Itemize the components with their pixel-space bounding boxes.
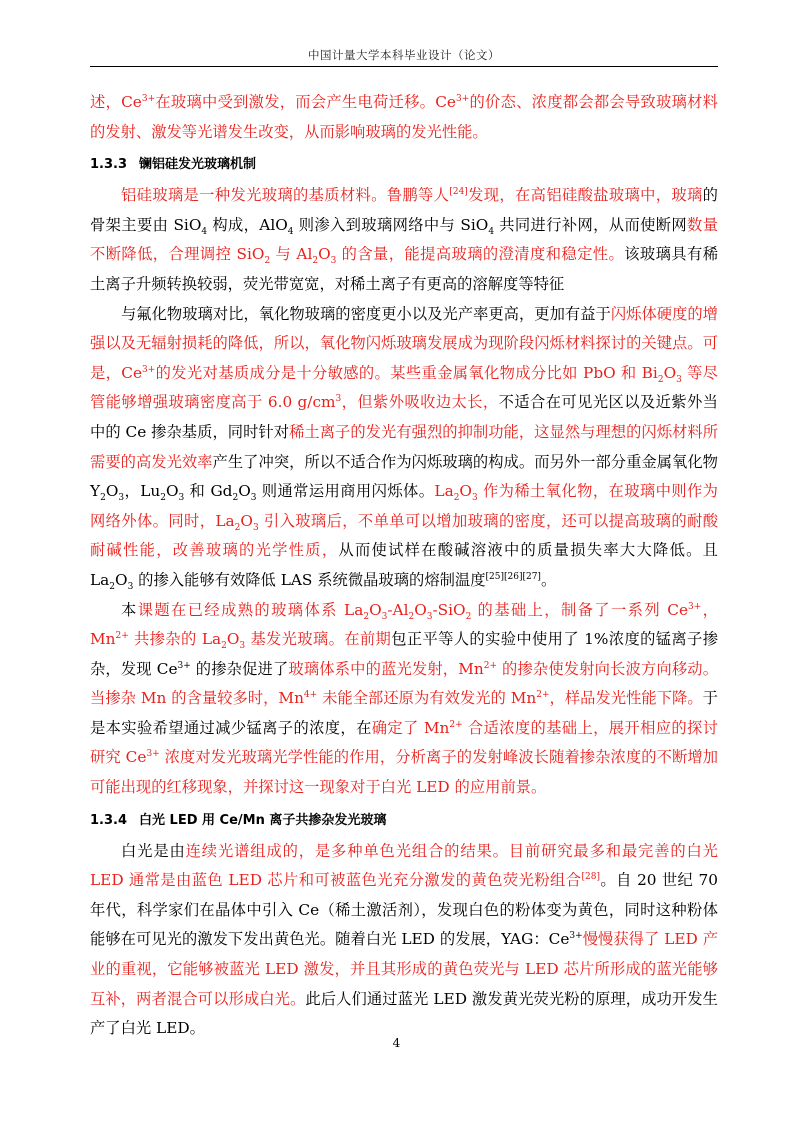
text-span: 玻璃体系中的蓝光发射，Mn	[288, 659, 484, 678]
subscript: 2	[234, 522, 241, 533]
subscript: 2	[160, 493, 166, 504]
subscript: 2	[232, 493, 239, 504]
text-span: 的掺杂使发射向长波方向移动。当掺杂 Mn 的含量较多时，Mn	[90, 659, 719, 708]
text-span: O	[663, 363, 677, 382]
superscript: 2+	[115, 631, 129, 641]
text-span: 未能全部还原为有效发光的 Mn	[317, 689, 537, 708]
subscript: 2	[264, 256, 271, 267]
text-span: 共同进行补网，从而使断网	[494, 215, 688, 234]
subscript: 2	[221, 641, 227, 652]
text-span: O	[105, 482, 119, 501]
subscript: 3	[471, 493, 478, 504]
text-span: 慢慢获得了 LED 产业的重视，它能够被蓝光 LED 激发，并且其形成的黄色荧光与 LED 芯片所形成的蓝光能够互补，两者混合可以形成白光。	[90, 930, 718, 1008]
text-span: 共掺杂的 La	[128, 630, 222, 649]
text-span: 的价态、浓度都会都会导致玻璃材料的发射、激发等光谱发生改变，从而影响玻璃的发光性能。	[90, 93, 718, 141]
subscript: 3	[178, 493, 185, 504]
text-span: 构成，AlO	[207, 215, 288, 234]
text-span: O	[459, 482, 472, 501]
text-span: O	[115, 570, 128, 589]
text-span: -SiO	[432, 600, 466, 619]
subscript: 3	[330, 256, 337, 267]
section-heading-1-3-4	[90, 809, 718, 833]
paragraph-oxide-vs-fluoride	[90, 300, 718, 596]
superscript: 2+	[449, 719, 463, 730]
page-body	[90, 88, 718, 1044]
text-span: ，Mn	[90, 600, 718, 649]
text-span: 此后人们通过蓝光 LED 激发黄光荧光粉的原理，成功开发生产了白光 LED。	[90, 989, 718, 1038]
text-span: 浓度对发光玻璃光学性能的作用，分析离子的发射峰波长随着掺杂浓度的不断增加可能出现的红移现象，并探讨这一现象对于白光 LED 的应用前景。	[90, 748, 718, 797]
text-span: 和 Gd	[184, 482, 233, 501]
text-span: 则通常运用商用闪烁体。	[256, 482, 435, 501]
text-span: 。自 20 世纪 70 年代，科学家们在晶体中引入 Ce（稀土激活剂），发现白色的粉体变为黄色，同时这种粉体能够在可见光的激发下发出黄色光。随着白光 LED 的发展，YAG：Ce	[90, 871, 718, 949]
superscript: 2+	[483, 660, 498, 671]
running-header: 中国计量大学本科毕业设计（论文）	[308, 48, 500, 62]
subscript: 3	[381, 611, 388, 622]
citation: [28]	[581, 872, 600, 883]
text-span: 等尽管能够增强玻璃密度高于 6.0 g/cm	[90, 363, 718, 412]
superscript: 3+	[569, 931, 583, 942]
text-span: 与 Al	[270, 245, 313, 264]
text-span: O	[369, 600, 382, 619]
header-rule	[90, 66, 718, 67]
text-span: La	[434, 482, 454, 501]
text-span: 的骨架主要由 SiO	[90, 186, 718, 234]
paragraph-white-led	[90, 837, 718, 1044]
superscript: 3+	[146, 749, 160, 760]
text-span: 与氟化物玻璃对比，氧化物玻璃的密度更小以及光产率更高，更加有益于	[121, 304, 611, 323]
subscript: 2	[312, 256, 319, 267]
text-span: 闪烁体硬度的增强以及无辐射损耗的降低，所以，氧化物闪烁玻璃发展成为现阶段闪烁材料探讨的关键点。可是，Ce	[90, 304, 718, 382]
subscript: 4	[488, 226, 495, 237]
text-span: 引入玻璃后，不单单可以增加玻璃的密度，还可以提高玻璃的耐酸耐碱性能，改善玻璃的光学性质，	[90, 511, 718, 560]
text-span: 在玻璃中受到激发，而会产生电荷迁移。Ce	[155, 93, 456, 111]
text-span: -Al	[387, 600, 409, 619]
text-span: 从而使试样在酸碱溶液中的质量损失率大大降低。且 La	[90, 541, 718, 589]
subscript: 2	[408, 611, 415, 622]
subscript: 2	[363, 611, 370, 622]
subscript: 2	[465, 611, 472, 622]
text-span: 的发光对基质成分是十分敏感的。某些重金属氧化物成分比如 PbO 和 Bi	[155, 363, 658, 382]
text-span: 包正平等人的实验中使用了 1%浓度的锰离子掺杂，发现 Ce	[90, 630, 718, 678]
page-number: 4	[392, 1036, 401, 1050]
text-span: 发现，在高铝硅酸盐玻璃中，玻璃	[467, 186, 703, 205]
text-span: 述，Ce	[90, 93, 142, 111]
text-span: 产生了冲突，所以不适合作为闪烁玻璃的构成。而另外一部分重金属氧化物 Y	[90, 452, 718, 501]
section-number: 1.3.3	[90, 157, 128, 173]
text-span: 的掺杂促进了	[190, 659, 289, 678]
text-span: ，样品发光性能下降。	[549, 689, 703, 708]
subscript: 2	[453, 493, 460, 504]
text-span: 本	[121, 600, 138, 619]
subscript: 3	[118, 493, 125, 504]
citation: [25][26][27]	[485, 571, 541, 582]
paragraph-aluminosilicate-glass	[90, 181, 718, 299]
superscript: 3+	[141, 93, 156, 104]
text-span: 稀土离子的发光有强烈的抑制功能，这显然与理想的闪烁材料所需要的高发光效率	[90, 422, 718, 471]
text-span: 的掺入能够有效降低 LAS 系统微晶玻璃的熔制温度	[133, 570, 486, 589]
text-span: O	[226, 630, 240, 649]
subscript: 2	[109, 581, 116, 592]
paragraph-research-topic	[90, 596, 718, 803]
text-span: 于是本实验希望通过减少锰离子的浓度，在	[90, 689, 718, 737]
text-span: 连续光谱组成的，是多种单色光组合的结果。目前研究最多和最完善的白光 LED 通常是由蓝色 LED 芯片和可被蓝色光充分激发的黄色荧光粉组合	[90, 841, 718, 890]
section-title: 镧铝硅发光玻璃机制	[139, 157, 257, 173]
text-span: ，Lu	[124, 482, 161, 501]
text-span: 数量不断降低，合理调控 SiO	[90, 215, 718, 264]
text-span: O	[240, 511, 253, 530]
citation: [24]	[449, 187, 468, 198]
text-span: O	[414, 600, 427, 619]
text-span: 的基础上，制备了一系列 Ce	[471, 600, 689, 619]
paragraph-ce-charge-transfer	[90, 88, 718, 147]
text-span: 该玻璃具有稀土离子升频转换较弱，荧光带宽宽，对稀土离子有更高的溶解度等特征	[90, 245, 718, 293]
superscript: 4+	[303, 690, 318, 701]
superscript: 3+	[177, 660, 191, 671]
text-span: 基发光玻璃。在前期	[245, 630, 392, 649]
superscript: 3+	[688, 601, 702, 612]
text-span: ，但紫外吸收边太长，	[341, 393, 499, 412]
text-span: 作为稀土氧化物，在玻璃中则作为网络外体。同时，La	[90, 482, 718, 530]
text-span: O	[165, 482, 179, 501]
superscript: 3+	[455, 93, 470, 104]
section-title: 白光 LED 用 Ce/Mn 离子共掺杂发光玻璃	[139, 812, 387, 828]
text-span: O	[318, 245, 331, 264]
text-span: 。	[540, 570, 557, 589]
text-span: 课题在已经成熟的玻璃体系 La	[137, 600, 364, 619]
subscript: 2	[100, 493, 106, 504]
text-span: O	[238, 482, 251, 501]
text-span: 则渗入到玻璃网络中与 SiO	[293, 215, 489, 234]
subscript: 3	[676, 374, 682, 385]
superscript: 3	[335, 394, 342, 405]
text-span: 确定了 Mn	[371, 718, 450, 737]
subscript: 2	[657, 374, 664, 385]
superscript: 3+	[142, 364, 156, 375]
text-span: 不适合在可见光区以及近紫外当中的 Ce 掺杂基质，同时针对	[90, 393, 718, 441]
text-span: 铝硅玻璃是一种发光玻璃的基质材料。鲁鹏等人	[121, 186, 450, 205]
section-heading-1-3-3	[90, 153, 718, 177]
text-span: 的含量，能提高玻璃的澄清度和稳定性。	[336, 245, 625, 264]
subscript: 3	[426, 611, 433, 622]
superscript: 2+	[536, 690, 550, 701]
subscript: 3	[239, 641, 246, 652]
subscript: 4	[287, 226, 294, 237]
section-number: 1.3.4	[90, 812, 128, 828]
subscript: 4	[201, 226, 208, 237]
subscript: 3	[250, 493, 257, 504]
subscript: 3	[127, 581, 134, 592]
subscript: 3	[252, 522, 259, 533]
text-span: 白光是由	[121, 841, 186, 860]
text-span: 合适浓度的基础上，展开相应的探讨研究 Ce	[90, 718, 718, 767]
